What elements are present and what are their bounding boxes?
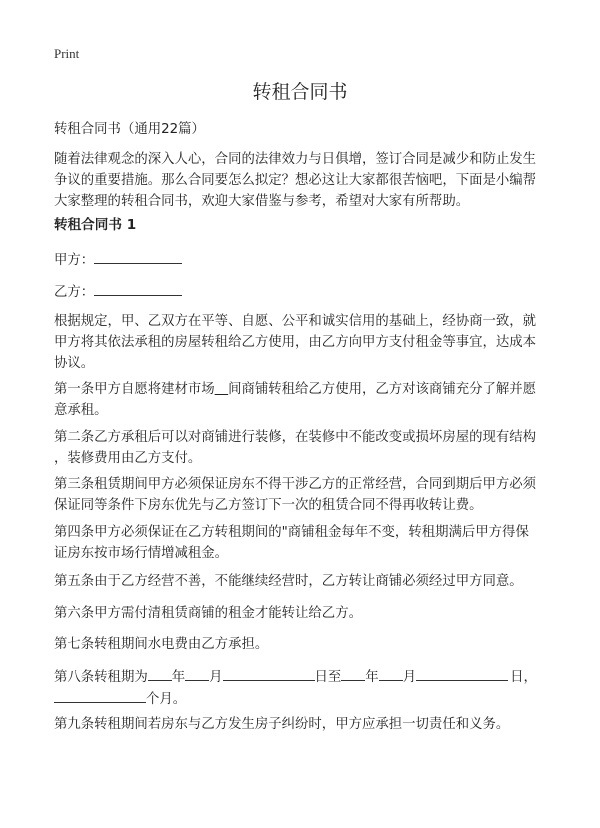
article-5: 第五条由于乙方经营不善，不能继续经营时，乙方转让商铺必须经过甲方同意。 [54,574,523,589]
article-1 [54,379,548,421]
article-3-line: 第三条租赁期间甲方必须保证房东不得干涉乙方的正常经营，合同到期后甲方必须 [54,477,537,492]
article-1-line [54,379,548,400]
year-blank [341,666,365,681]
article-6: 第六条甲方需付清租赁商铺的租金才能转让给乙方。 [54,606,362,621]
article-2 [54,427,548,469]
section-heading: 转租合同书 1 [54,217,137,233]
article-1-blank: ＿ [214,382,229,397]
article-8-line [54,666,548,688]
article-2-line: ，装修费用由乙方支付。 [54,451,202,466]
document-subtitle: 转租合同书（通用22篇） [54,122,205,137]
article-3 [54,474,548,516]
article-8-months: 个月。 [146,692,187,707]
article-8-year-2: 年 [365,670,379,685]
preamble-line: 根据规定，甲、乙双方在平等、自愿、公平和诚实信用的基础上，经协商一致，就 [54,314,537,329]
article-8-day-1: 日至 [314,670,342,685]
party-b-label: 乙方： [54,285,95,300]
intro-line: 大家整理的转租合同书，欢迎大家借鉴与参考，希望对大家有所帮助。 [54,194,470,209]
day-blank [416,666,508,681]
month-blank [185,666,209,681]
month-blank [379,666,403,681]
article-8-year-1: 年 [171,670,186,685]
year-blank [148,666,172,681]
party-b-blank [94,281,182,296]
article-4-line: 证房东按市场行情增减租金。 [54,546,229,561]
print-link[interactable]: Print [54,46,80,61]
preamble-line: 协议。 [54,356,95,371]
article-8-month-2: 月 [402,670,417,685]
intro-line: 随着法律观念的深入人心，合同的法律效力与日俱增，签订合同是减少和防止发生 [54,152,537,167]
article-8-line [54,688,548,710]
article-9: 第九条转租期间若房东与乙方发生房子纠纷时，甲方应承担一切责任和义务。 [54,717,510,732]
article-3-line: 保证同等条件下房东优先与乙方签订下一次的租赁合同不得再收转让费。 [54,498,483,513]
document-title: 转租合同书 [252,81,348,103]
article-1-text-start: 第一条甲方自愿将建材市场 [54,382,215,397]
day-blank [223,666,315,681]
article-8-month-1: 月 [209,670,223,685]
article-2-line: 第二条乙方承租后可以对商铺进行装修，在装修中不能改变或损坏房屋的现有结构 [54,430,537,445]
article-4 [54,522,548,564]
party-b-line [54,281,182,303]
article-8-prefix: 第八条转租期为 [54,670,148,685]
article-8-day-2: 日， [510,670,537,685]
preamble-paragraph [54,311,548,374]
intro-paragraph [54,149,548,212]
article-7: 第七条转租期间水电费由乙方承担。 [54,637,269,652]
party-a-line [54,249,182,271]
article-4-line: 第四条甲方必须保证在乙方转租期间的"商铺租金每年不变，转租期满后甲方得保 [54,525,529,540]
article-8 [54,666,548,710]
article-1-line: 意承租。 [54,403,108,418]
intro-line: 争议的重要措施。那么合同要怎么拟定？想必这让大家都很苦恼吧，下面是小编帮 [54,173,537,188]
party-a-blank [94,249,182,264]
article-1-text-end: 间商铺转租给乙方使用，乙方对该商铺充分了解并愿 [228,382,537,397]
preamble-line: 甲方将其依法承租的房屋转租给乙方使用，由乙方向甲方支付租金等事宜，达成本 [54,335,537,350]
months-blank [54,688,146,703]
party-a-label: 甲方： [54,253,95,268]
